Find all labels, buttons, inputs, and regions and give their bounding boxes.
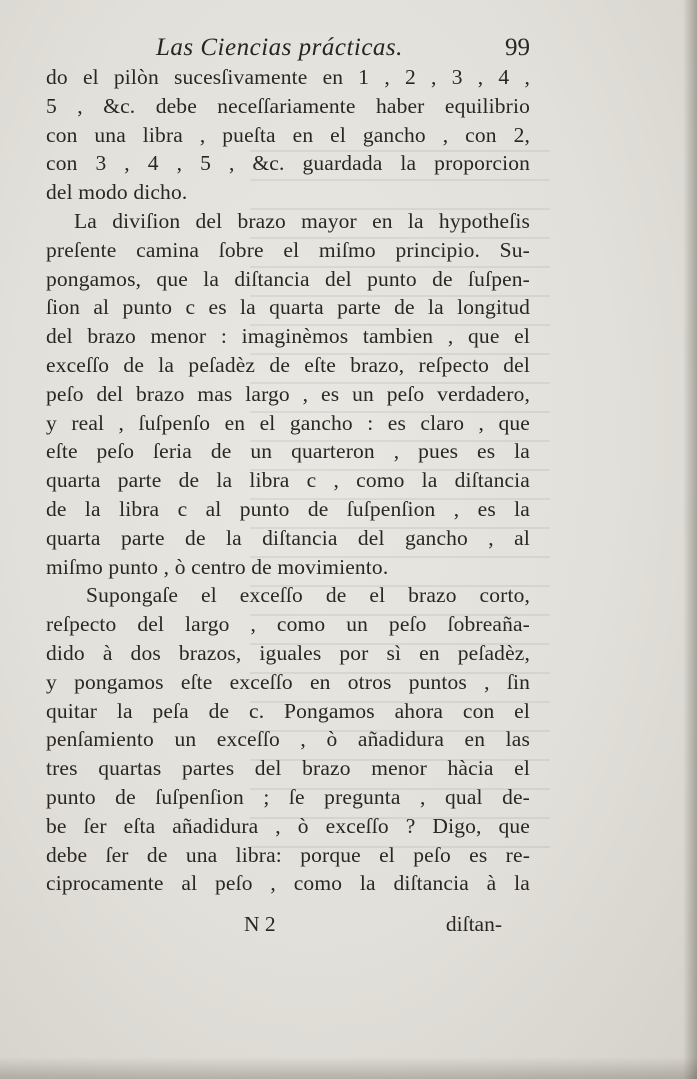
paragraph-start: La diviſion del brazo mayor en la hypotheſis bbox=[74, 208, 530, 233]
text-line: do el pilòn sucesſivamente en 1 , 2 , 3 , 4 , bbox=[46, 65, 530, 89]
text-line: de la libra c al punto de ſuſpenſion , es la bbox=[46, 496, 530, 521]
text-line: 5 , &c. debe neceſſariamente haber equilibrio bbox=[46, 93, 530, 118]
paragraph-start: Supongaſe el exceſſo de el brazo corto, bbox=[86, 583, 530, 608]
text-line: preſente camina ſobre el miſmo principio. Su- bbox=[46, 237, 530, 262]
page-footer bbox=[46, 912, 530, 940]
text-line: pongamos, que la diſtancia del punto de ſuſpen- bbox=[46, 266, 530, 291]
text-line: ſion al punto c es la quarta parte de la longitud bbox=[46, 295, 530, 320]
text-line: con 3 , 4 , 5 , &c. guardada la proporcion bbox=[46, 151, 530, 176]
text-line: reſpecto del largo , como un peſo ſobreaña- bbox=[46, 612, 530, 637]
text-line: y real , ſuſpenſo en el gancho : es claro , que bbox=[46, 410, 530, 435]
text-line: punto de ſuſpenſion ; ſe pregunta , qual de- bbox=[46, 784, 530, 809]
text-line: eſte peſo ſeria de un quarteron , pues es la bbox=[46, 439, 530, 464]
text-line: dido à dos brazos, iguales por sì en peſadèz, bbox=[46, 640, 530, 665]
text-line: quarta parte de la diſtancia del gancho , al bbox=[46, 525, 530, 550]
text-line: quarta parte de la libra c , como la diſtancia bbox=[46, 468, 530, 493]
text-line: tres quartas partes del brazo menor hàcia el bbox=[46, 756, 530, 781]
signature-mark: N 2 bbox=[244, 912, 276, 936]
text-line: y pongamos eſte exceſſo en otros puntos , ſin bbox=[46, 669, 530, 694]
text-line: del modo dicho. bbox=[46, 180, 188, 205]
catchword: diſtan- bbox=[445, 912, 502, 936]
text-line: ciprocamente al peſo , como la diſtancia à la bbox=[46, 871, 530, 896]
text-line: debe ſer de una libra: porque el peſo es re- bbox=[46, 842, 530, 867]
text-line: con una libra , pueſta en el gancho , con 2, bbox=[46, 122, 530, 147]
page-number: 99 bbox=[505, 34, 530, 61]
text-line: be ſer eſta añadidura , ò exceſſo ? Digo, que bbox=[46, 813, 530, 838]
running-title: Las Ciencias prácticas. bbox=[156, 34, 403, 61]
text-line: quitar la peſa de c. Pongamos ahora con el bbox=[46, 698, 530, 723]
text-line: del brazo menor : imaginèmos tambien , que el bbox=[46, 324, 530, 349]
text-line: penſamiento un exceſſo , ò añadidura en las bbox=[46, 727, 530, 752]
text-line: exceſſo de la peſadèz de eſte brazo, reſpecto del bbox=[46, 352, 530, 377]
text-line: miſmo punto , ò centro de movimiento. bbox=[46, 554, 389, 579]
text-line: peſo del brazo mas largo , es un peſo verdadero, bbox=[46, 381, 530, 406]
running-head bbox=[150, 34, 530, 66]
body-text bbox=[46, 63, 530, 898]
